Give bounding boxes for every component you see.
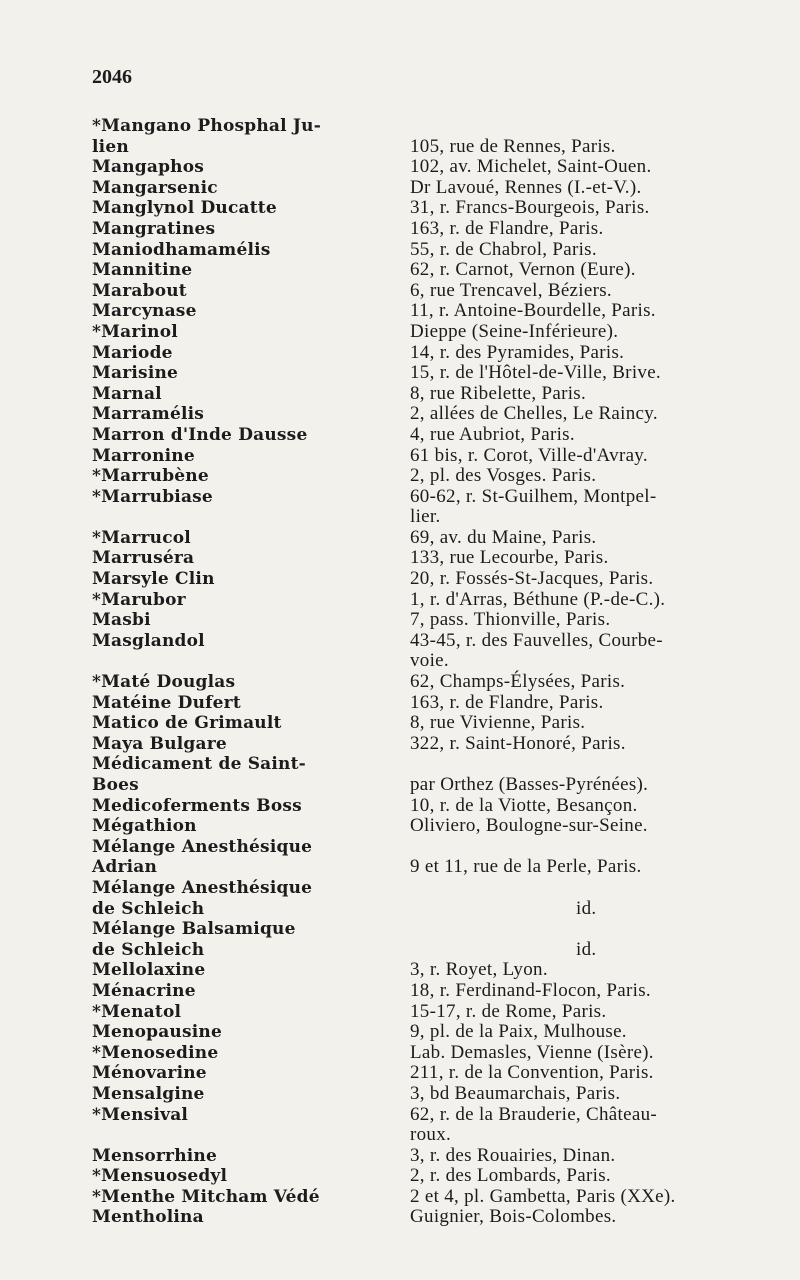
entry-row: [92, 487, 772, 528]
entry-row: [92, 425, 772, 446]
entry-address: 8, rue Ribelette, Paris.: [410, 382, 587, 404]
entry-name: *Menthe Mitcham Védé: [92, 1186, 320, 1207]
entry-name: Mélange Balsamique de Schleich: [92, 919, 296, 960]
entry-address: 7, pass. Thionville, Paris.: [410, 609, 611, 631]
entry-address: 69, av. du Maine, Paris.: [410, 526, 597, 548]
entry-address: 2, pl. des Vosges. Paris.: [410, 465, 597, 487]
entry-address: 163, r. de Flandre, Paris.: [410, 217, 604, 239]
entry-row: [92, 569, 772, 590]
entry-list: [92, 116, 772, 1228]
entry-row: [92, 590, 772, 611]
entry-row: [92, 631, 772, 672]
entry-row: [92, 816, 772, 837]
entry-address: 60-62, r. St-Guilhem, Montpel- lier.: [410, 485, 657, 528]
entry-address: 1, r. d'Arras, Béthune (P.-de-C.).: [410, 588, 666, 610]
entry-row: [92, 1146, 772, 1167]
entry-address: 55, r. de Chabrol, Paris.: [410, 238, 597, 260]
entry-row: [92, 610, 772, 631]
entry-address: 62, r. de la Brauderie, Château- roux.: [410, 1103, 658, 1146]
entry-name: Marramélis: [92, 404, 205, 425]
entry-name: Menopausine: [92, 1022, 222, 1043]
entry-name: Marron d'Inde Dausse: [92, 424, 308, 445]
entry-name: Matico de Grimault: [92, 713, 282, 734]
entry-address: 3, bd Beaumarchais, Paris.: [410, 1082, 621, 1104]
entry-name: Mellolaxine: [92, 960, 206, 981]
entry-name: *Mensuosedyl: [92, 1166, 228, 1187]
entry-address: 9, pl. de la Paix, Mulhouse.: [410, 1021, 627, 1043]
entry-row: [92, 157, 772, 178]
entry-row: [92, 446, 772, 467]
entry-row: [92, 528, 772, 549]
entry-address: Dieppe (Seine-Inférieure).: [410, 320, 619, 342]
entry-address: 43-45, r. des Fauvelles, Courbe- voie.: [410, 629, 663, 672]
entry-address: 163, r. de Flandre, Paris.: [410, 691, 604, 713]
entry-name: *Marrucol: [92, 527, 191, 548]
entry-name: Ménacrine: [92, 980, 196, 1001]
entry-name: Masbi: [92, 610, 151, 631]
entry-name: Medicoferments Boss: [92, 795, 302, 816]
entry-name: Mélange Anesthésique Adrian: [92, 836, 313, 878]
entry-row: [92, 1207, 772, 1228]
entry-name: Mélange Anesthésique de Schleich: [92, 877, 313, 919]
entry-name: Marisine: [92, 363, 179, 384]
entry-address: 62, r. Carnot, Vernon (Eure).: [410, 259, 636, 281]
entry-name: *Marinol: [92, 321, 178, 342]
entry-name: Matéine Dufert: [92, 692, 241, 713]
entry-name: Mensalgine: [92, 1083, 205, 1104]
entry-row: [92, 693, 772, 714]
entry-name: *Menosedine: [92, 1042, 219, 1063]
entry-name: Maya Bulgare: [92, 733, 227, 754]
entry-row: [92, 1002, 772, 1023]
entry-name: Mégathion: [92, 816, 197, 837]
entry-row: [92, 548, 772, 569]
entry-name: *Maté Douglas: [92, 672, 236, 693]
entry-address: 322, r. Saint-Honoré, Paris.: [410, 732, 626, 754]
entry-row: [92, 754, 772, 795]
entry-address: 8, rue Vivienne, Paris.: [410, 712, 586, 734]
entry-address: id.: [576, 897, 597, 919]
entry-address: 2, r. des Lombards, Paris.: [410, 1165, 611, 1187]
entry-address: 3, r. des Rouairies, Dinan.: [410, 1144, 616, 1166]
entry-row: [92, 281, 772, 302]
entry-address: 102, av. Michelet, Saint-Ouen.: [410, 156, 652, 178]
entry-address: 14, r. des Pyramides, Paris.: [410, 341, 625, 363]
entry-address: 3, r. Royet, Lyon.: [410, 959, 548, 981]
entry-row: [92, 734, 772, 755]
entry-name: Mentholina: [92, 1207, 204, 1228]
entry-address: 10, r. de la Viotte, Besançon.: [410, 794, 638, 816]
entry-name: Mariode: [92, 342, 173, 363]
entry-name: Marnal: [92, 383, 162, 404]
entry-address: 211, r. de la Convention, Paris.: [410, 1062, 654, 1084]
entry-address: 133, rue Lecourbe, Paris.: [410, 547, 609, 569]
entry-row: [92, 1043, 772, 1064]
entry-row: [92, 796, 772, 817]
entry-address: 2, allées de Chelles, Le Raincy.: [410, 403, 658, 425]
entry-name: Marronine: [92, 445, 195, 466]
entry-row: [92, 1105, 772, 1146]
entry-address: 105, rue de Rennes, Paris.: [410, 135, 616, 157]
entry-row: [92, 404, 772, 425]
page-number: 2046: [92, 66, 132, 88]
entry-row: [92, 837, 772, 878]
entry-row: [92, 219, 772, 240]
entry-row: [92, 878, 772, 919]
entry-row: [92, 919, 772, 960]
entry-name: Médicament de Saint- Boes: [92, 754, 306, 795]
entry-name: Mangratines: [92, 218, 216, 239]
entry-address: 6, rue Trencavel, Béziers.: [410, 279, 612, 301]
entry-row: [92, 384, 772, 405]
entry-name: Mannitine: [92, 260, 193, 281]
entry-address: 11, r. Antoine-Bourdelle, Paris.: [410, 300, 656, 322]
entry-row: [92, 1187, 772, 1208]
entry-address: 9 et 11, rue de la Perle, Paris.: [410, 856, 642, 878]
entry-row: [92, 322, 772, 343]
entry-name: Manglynol Ducatte: [92, 198, 277, 219]
entry-row: [92, 1084, 772, 1105]
entry-address: Oliviero, Boulogne-sur-Seine.: [410, 815, 648, 837]
entry-row: [92, 713, 772, 734]
entry-row: [92, 672, 772, 693]
entry-name: *Marrubène: [92, 466, 209, 487]
entry-address: 31, r. Francs-Bourgeois, Paris.: [410, 197, 650, 219]
entry-address: 20, r. Fossés-St-Jacques, Paris.: [410, 568, 654, 590]
entry-row: [92, 178, 772, 199]
entry-address: 61 bis, r. Corot, Ville-d'Avray.: [410, 444, 648, 466]
entry-name: *Mensival: [92, 1104, 189, 1125]
entry-name: Marruséra: [92, 548, 195, 569]
entry-address: 62, Champs-Élysées, Paris.: [410, 671, 626, 693]
entry-row: [92, 1166, 772, 1187]
entry-row: [92, 343, 772, 364]
entry-row: [92, 1022, 772, 1043]
entry-row: [92, 1063, 772, 1084]
entry-address: Guignier, Bois-Colombes.: [410, 1206, 617, 1228]
entry-name: *Marubor: [92, 589, 186, 610]
entry-address: 15-17, r. de Rome, Paris.: [410, 1000, 607, 1022]
entry-address: 2 et 4, pl. Gambetta, Paris (XXe).: [410, 1185, 676, 1207]
entry-name: Mensorrhine: [92, 1145, 218, 1166]
entry-address: 15, r. de l'Hôtel-de-Ville, Brive.: [410, 362, 661, 384]
entry-name: *Mangano Phosphal Ju- lien: [92, 116, 321, 157]
entry-row: [92, 981, 772, 1002]
entry-name: *Marrubiase: [92, 486, 213, 507]
entry-address: 4, rue Aubriot, Paris.: [410, 423, 575, 445]
entry-address: par Orthez (Basses-Pyrénées).: [410, 774, 649, 795]
entry-row: [92, 363, 772, 384]
entry-address: Dr Lavoué, Rennes (I.-et-V.).: [410, 176, 642, 198]
entry-row: [92, 240, 772, 261]
entry-address: id.: [576, 938, 597, 960]
entry-name: Mangaphos: [92, 157, 205, 178]
entry-row: [92, 960, 772, 981]
entry-row: [92, 301, 772, 322]
entry-name: Marabout: [92, 280, 187, 301]
entry-address: 18, r. Ferdinand-Flocon, Paris.: [410, 979, 651, 1001]
entry-row: [92, 466, 772, 487]
entry-name: Mangarsenic: [92, 177, 218, 198]
entry-name: Marsyle Clin: [92, 569, 215, 590]
entry-name: Maniodhamamélis: [92, 239, 271, 260]
entry-name: *Menatol: [92, 1001, 182, 1022]
entry-row: [92, 116, 772, 157]
entry-address: Lab. Demasles, Vienne (Isère).: [410, 1041, 654, 1063]
entry-row: [92, 260, 772, 281]
entry-row: [92, 198, 772, 219]
entry-name: Marcynase: [92, 301, 197, 322]
entry-name: Masglandol: [92, 630, 205, 651]
entry-name: Ménovarine: [92, 1063, 207, 1084]
